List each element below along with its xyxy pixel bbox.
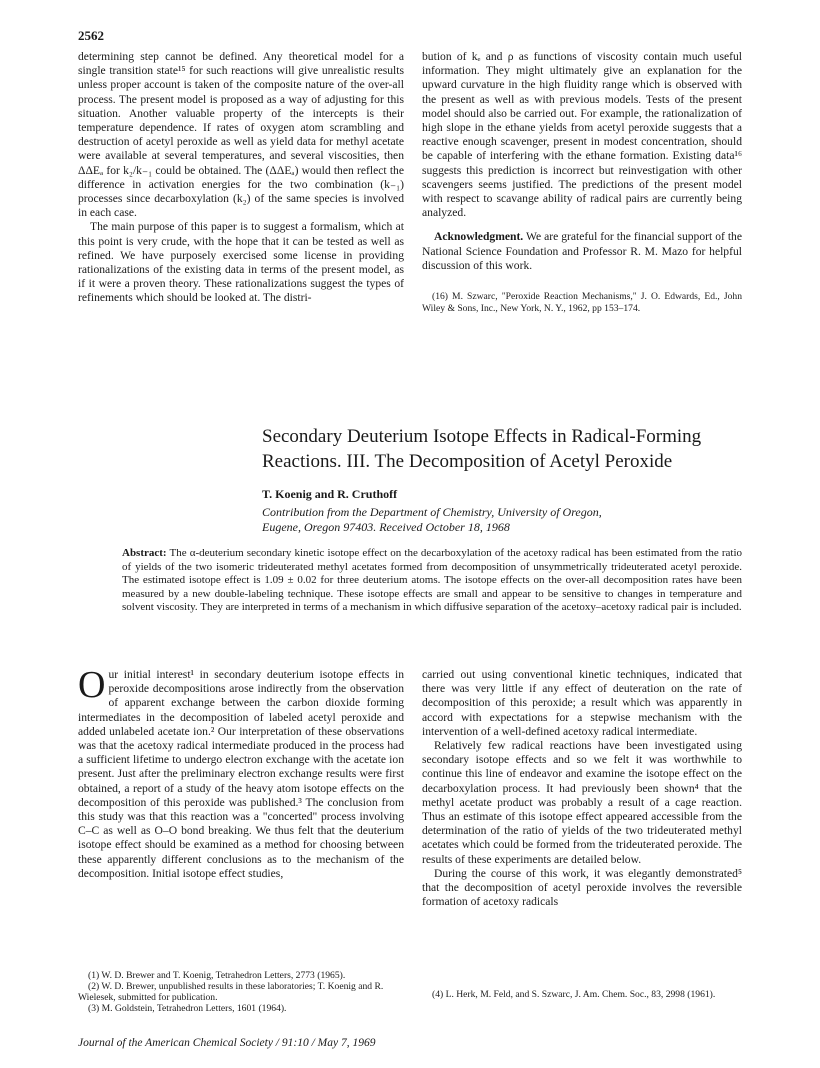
body-right-column — [422, 668, 742, 909]
authors: T. Koenig and R. Cruthoff — [262, 487, 398, 501]
affiliation — [262, 505, 742, 535]
body-paragraph: bution of kₑ and ρ as functions of viscosity contain much useful information. They might ultimately give an explanation for the upward curvature in the high fluidity range which is observed with the present as well as with previous models. Tests of the present model should also be carried out. For example, the rationalization of high slope in the ethane yields from acetyl peroxide suggests that a reactive enough scavenger, present in modest concentration, should be capable of interfering with the ethane formation. Existing data¹⁶ suggests this prediction is incorrect but reinvestigation with other scavengers seems justified. The predictions of the present model with respect to scavange ability of radical pairs are currently being analyzed. — [422, 50, 742, 220]
footnote: (4) L. Herk, M. Feld, and S. Szwarc, J. Am. Chem. Soc., 83, 2998 (1961). — [432, 989, 716, 1000]
footnote: (2) W. D. Brewer, unpublished results in these laboratories; T. Koenig and R. Wielesek, submitted for publication. — [78, 981, 384, 1003]
body-paragraph: carried out using conventional kinetic techniques, indicated that there was very little if any effect of deuteration on the rate of decomposition of this peroxide; a result which was apparently in accord with expectations for a stepwise mechanism with the intervention of a well-defined acetoxy radical intermediate. — [422, 668, 742, 738]
footnote-16: (16) M. Szwarc, "Peroxide Reaction Mechanisms," J. O. Edwards, Ed., John Wiley & Sons, Inc., New York, N. Y., 1962, pp 153–174. — [422, 291, 742, 314]
acknowledgment-label: Acknowledgment. — [434, 230, 524, 244]
title-line-2: Reactions. III. The Decomposition of Acetyl Peroxide — [262, 451, 673, 472]
abstract — [122, 547, 742, 615]
footnotes-left — [78, 970, 408, 1014]
acknowledgment-text: We are grateful for the financial support of the National Science Foundation and Professor R. M. Mazo for helpful discussion of this work. — [422, 230, 742, 272]
abstract-label: Abstract: — [122, 547, 167, 559]
top-right-column — [422, 50, 742, 314]
footnote: (1) W. D. Brewer and T. Koenig, Tetrahedron Letters, 2773 (1965). — [88, 970, 346, 981]
footnote-block — [422, 291, 742, 314]
abstract-text: The α-deuterium secondary kinetic isotope effect on the decarboxylation of the acetoxy radical has been estimated from the ratio of yields of the two isomeric trideuterated methyl acetates formed from decomposition of unsymmetrically trideuterated acetyl peroxide. The estimated isotope effect is 1.09 ± 0.02 for three deuterium atoms. The isotope effects on the over-all decomposition rates have been measured by a new double-labeling technique. These isotope effects are small and appear to be sensitive to changes in temperature and solvent viscosity. They are interpreted in terms of a mechanism in which diffusive separation of the acetoxy–acetoxy radical pair is included. — [122, 547, 742, 614]
intro-text: ur initial interest¹ in secondary deuterium isotope effects in peroxide decompositions arose indirectly from the observation of apparent exchange between the carbon dioxide forming intermediates in the decomposition of labeled acetyl peroxide and added unlabeled acetate ion.² Our interpretation of these observations was that the acetoxy radical intermediate produced in the process had a sufficient lifetime to undergo electron exchange with the acetate ion present. Just after the preliminary electron exchange results were first obtained, a report of a study of the heavy atom isotope effects on the decomposition of this peroxide was published.³ The conclusion from this study was that this reaction was a "concerted" process involving C–C as well as O–O bond breaking. We thus felt that the deuterium isotope effect should be examined as a method for choosing between these apparently different conclusions as to the mechanism of the decomposition. Initial isotope effect studies, — [78, 668, 404, 880]
footnote: (3) M. Goldstein, Tetrahedron Letters, 1601 (1964). — [88, 1003, 287, 1014]
acknowledgment — [422, 230, 742, 273]
affiliation-line-2: Eugene, Oregon 97403. Received October 18, 1968 — [262, 520, 510, 534]
article-title — [262, 424, 762, 474]
footnotes-right — [422, 989, 742, 1000]
affiliation-line-1: Contribution from the Department of Chemistry, University of Oregon, — [262, 505, 602, 519]
page-number: 2562 — [78, 28, 104, 43]
body-left-column — [78, 664, 404, 881]
top-left-column — [78, 50, 404, 306]
body-paragraph — [78, 664, 404, 881]
body-paragraph: Relatively few radical reactions have been investigated using secondary isotope effects and so we felt it was worthwhile to continue this line of endeavor and examine the isotope effect on the decarboxylation process. It had previously been shown⁴ that the methyl acetate product was probably a result of a cage reaction. Thus an estimate of this isotope effect appeared accessible from the determination of the ratio of yields of the two trideuterated methyl acetates which could be formed from the trideuterated peroxide. The results of these experiments are detailed below. — [422, 739, 742, 866]
title-line-1: Secondary Deuterium Isotope Effects in Radical-Forming — [262, 426, 702, 447]
journal-footer: Journal of the American Chemical Society / 91:10 / May 7, 1969 — [78, 1037, 376, 1049]
body-paragraph: determining step cannot be defined. Any theoretical model for a single transition state¹⁵ for such reactions will give unrealistic results unless proper account is taken of the composite nature of the over-all process. The present model is proposed as a way of adjusting for this situation. Another valuable property of the intercepts is their temperature dependence. If rates of oxygen atom scrambling and destruction of acetyl peroxide as well as yield data for methyl acetate were available at several temperatures, and several viscosities, then ΔΔEₐ for k₂/k₋₁ could be obtained. The (ΔΔEₐ) would then reflect the difference in activation energies for the two combination (k₋₁) processes since decarboxylation (k₂) of the same species is involved in each case. — [78, 50, 404, 220]
body-paragraph: During the course of this work, it was elegantly demonstrated⁵ that the decomposition of acetyl peroxide involves the reversible formation of acetoxy radicals — [422, 866, 742, 909]
drop-cap: O — [78, 664, 106, 706]
body-paragraph: The main purpose of this paper is to suggest a formalism, which at this point is very crude, with the hope that it can be tested as well as refined. We have purposely exercised some license in providing rationalizations of the existing data in terms of the present model, as if it were a proven theory. These rationalizations suggest the types of refinements which should be looked at. The distri- — [78, 220, 404, 305]
